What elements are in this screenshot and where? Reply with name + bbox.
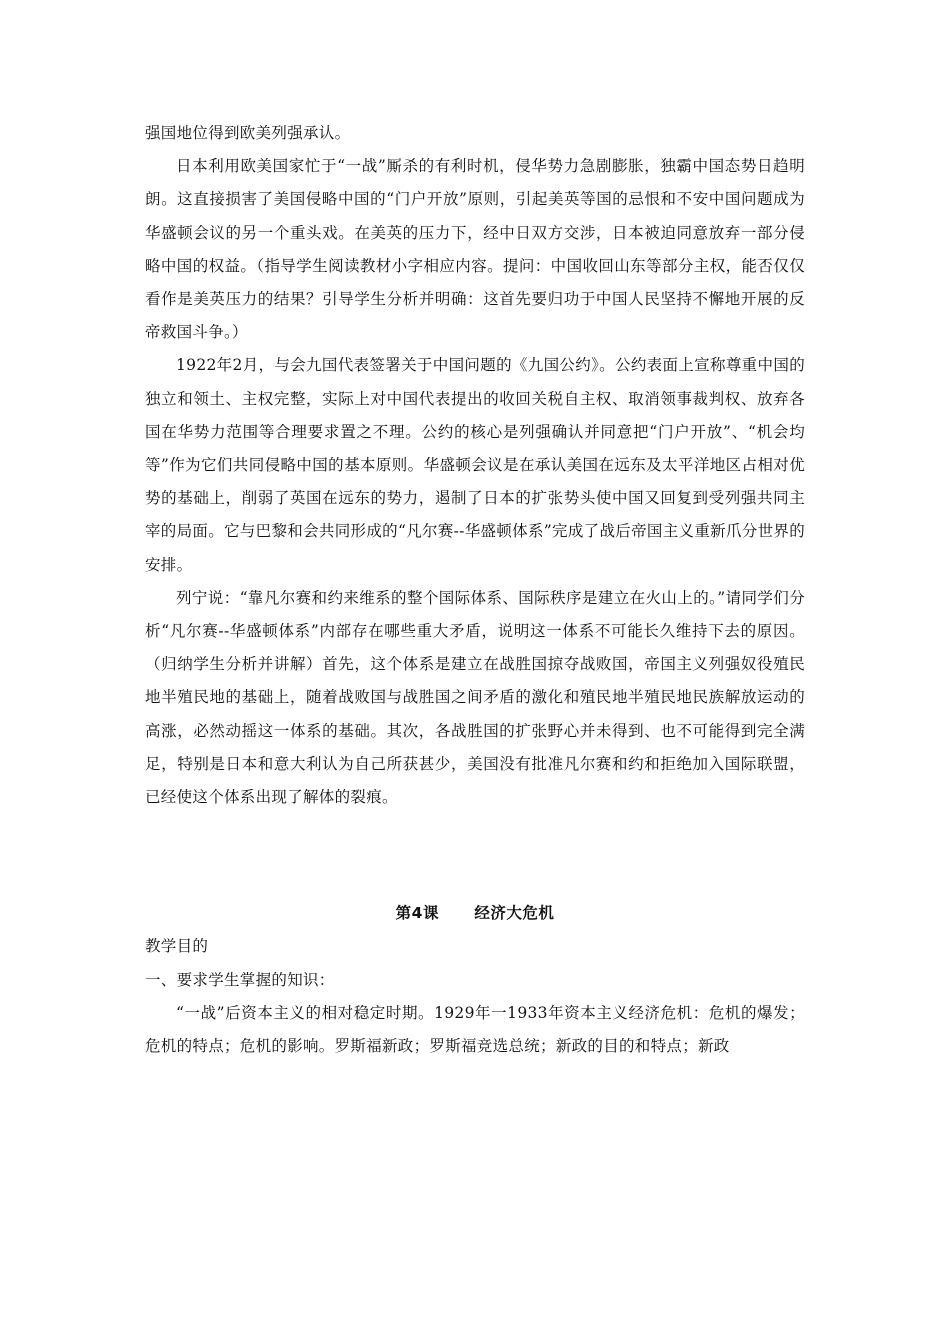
paragraph-japan-expansion: 日本利用欧美国家忙于“一战”厮杀的有利时机，侵华势力急剧膨胀，独霸中国态势日趋明朗。这直接损害了美国侵略中国的“门户开放”原则，引起美英等国的忌恨和不安中国问题成为华盛顿会议的另一个重头戏。在美英的压力下，经中日双方交涉，日本被迫同意放弃一部分侵略中国的权益。（指导学生阅读教材小字相应内容。提问：中国收回山东等部分主权，能否仅仅看作是美英压力的结果？引导学生分析并明确：这首先要归功于中国人民坚持不懈地开展的反帝救国斗争。） — [145, 157, 805, 342]
paragraph-lenin-quote: 列宁说：“靠凡尔赛和约来维系的整个国际体系、国际秩序是建立在火山上的。”请同学们分析“凡尔赛--华盛顿体系”内部存在哪些重大矛盾，说明这一体系不可能长久维持下去的原因。（归纳学生分析并讲解）首先，这个体系是建立在战胜国掠夺战败国，帝国主义列强奴役殖民地半殖民地的基础上，随着战败国与战胜国之间矛盾的激化和殖民地半殖民地民族解放运动的高涨，必然动摇这一体系的基础。其次，各战胜国的扩张野心并未得到、也不可能得到完全满足，特别是日本和意大利认为自己所获甚少，美国没有批准凡尔赛和约和拒绝加入国际联盟，已经使这个体系出现了解体的裂痕。 — [145, 588, 805, 807]
subheading: 一、要求学生掌握的知识： — [145, 970, 335, 989]
section-heading: 教学目的 — [145, 937, 209, 956]
paragraph-knowledge-points: “一战”后资本主义的相对稳定时期。1929年一1933年资本主义经济危机：危机的爆发；危机的特点；危机的影响。罗斯福新政；罗斯福竞选总统；新政的目的和特点；新政 — [145, 1003, 805, 1056]
lesson-title: 第4课 经济大危机 — [395, 904, 555, 923]
paragraph-continuation: 强国地位得到欧美列强承认。 — [145, 124, 351, 142]
section-spacer — [145, 814, 805, 897]
document-body — [145, 117, 805, 1063]
paragraph-nine-power-treaty: 1922年2月，与会九国代表签署关于中国问题的《九国公约》。公约表面上宣称尊重中国的独立和领土、主权完整，实际上对中国代表提出的收回关税自主权、取消领事裁判权、放弃各国在华势力范围等合理要求置之不理。公约的核心是列强确认并同意把“门户开放”、“机会均等”作为它们共同侵略中国的基本原则。华盛顿会议是在承认美国在远东及太平洋地区占相对优势的基础上，削弱了英国在远东的势力，遏制了日本的扩张势头使中国又回复到受列强共同主宰的局面。它与巴黎和会共同形成的“凡尔赛--华盛顿体系”完成了战后帝国主义重新爪分世界的安排。 — [145, 356, 805, 574]
